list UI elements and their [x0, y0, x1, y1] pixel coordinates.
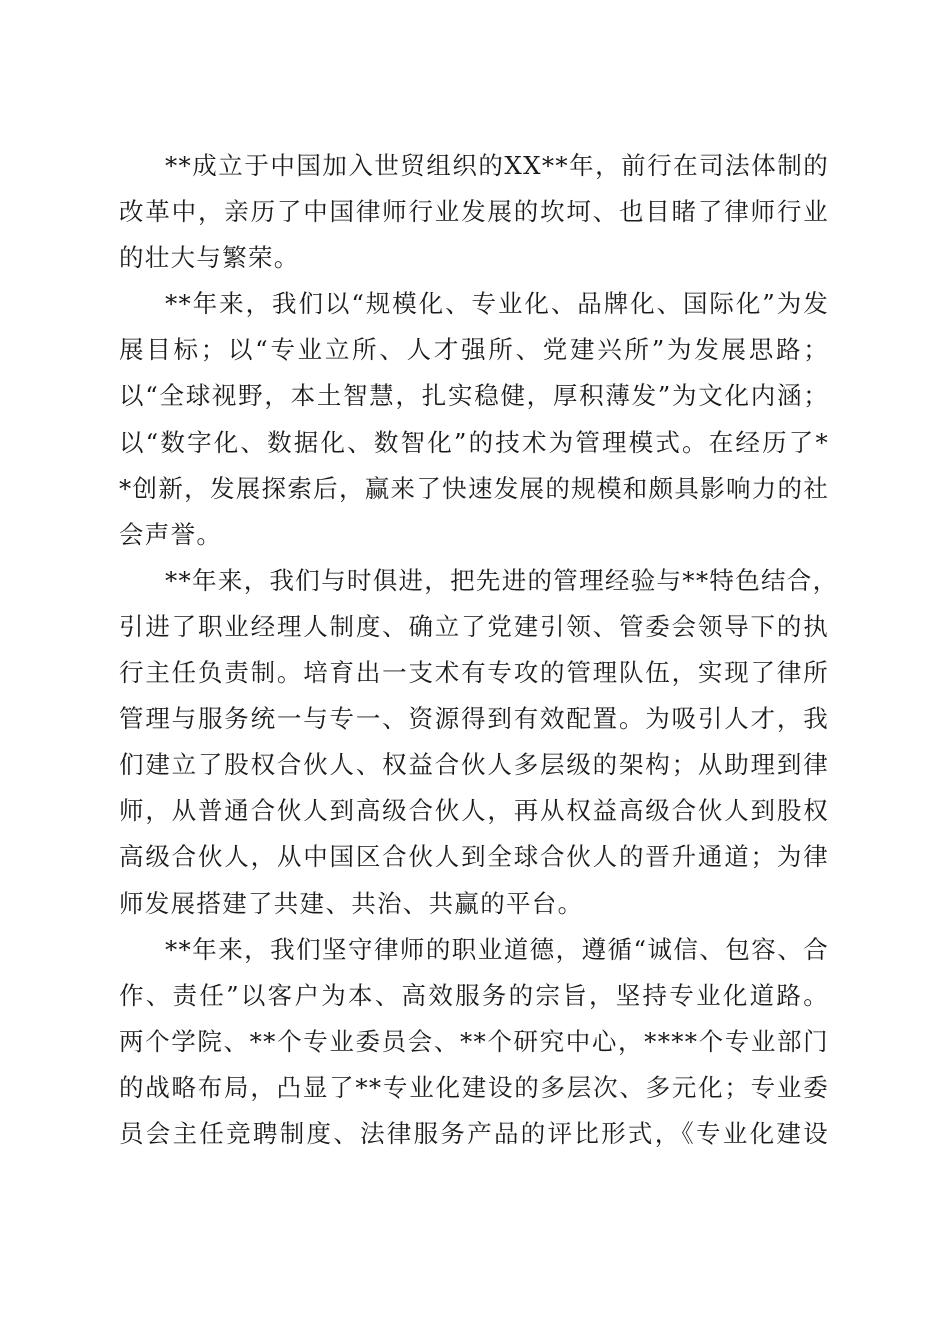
text-line: **年来，我们与时俱进，把先进的管理经验与**特色结合， — [165, 565, 839, 595]
text-line: 员会主任竞聘制度、法律服务产品的评比形式，《专业化建设 — [119, 1118, 829, 1148]
text-line: 行主任负责制。培育出一支术有专攻的管理队伍，实现了律所 — [119, 658, 829, 688]
text-line: 作、责任”以客户为本、高效服务的宗旨，坚持专业化道路。 — [119, 980, 829, 1010]
text-line: 师发展搭建了共建、共治、共赢的平台。 — [119, 888, 584, 918]
text-line: 以“数字化、数据化、数智化”的技术为管理模式。在经历了* — [119, 427, 829, 457]
paragraph-goals — [119, 281, 829, 558]
text-line: 的战略布局，凸显了**专业化建设的多层次、多元化；专业委 — [119, 1072, 829, 1102]
paragraph-management — [119, 558, 839, 927]
text-line: 会声誉。 — [119, 519, 223, 549]
text-line: 管理与服务统一与专一、资源得到有效配置。为吸引人才，我 — [119, 704, 829, 734]
text-line: 高级合伙人，从中国区合伙人到全球合伙人的晋升通道；为律 — [119, 842, 829, 872]
text-line: 两个学院、**个专业委员会、**个研究中心，****个专业部门 — [119, 1026, 829, 1056]
paragraph-founding — [119, 143, 829, 281]
document-body — [119, 143, 839, 1157]
text-line: 师，从普通合伙人到高级合伙人，再从权益高级合伙人到股权 — [119, 796, 829, 826]
text-line: 展目标；以“专业立所、人才强所、党建兴所”为发展思路； — [119, 335, 829, 365]
text-line: **年来，我们坚守律师的职业道德，遵循“诚信、包容、合 — [165, 934, 829, 964]
paragraph-professionalism — [119, 927, 829, 1157]
text-line: **成立于中国加入世贸组织的XX**年，前行在司法体制的 — [165, 151, 829, 180]
text-line: 改革中，亲历了中国律师行业发展的坎坷、也目睹了律师行业 — [119, 197, 829, 227]
text-line: 的壮大与繁荣。 — [119, 243, 300, 273]
text-line: **年来，我们以“规模化、专业化、品牌化、国际化”为发 — [165, 289, 829, 319]
text-line: 以“全球视野，本土智慧，扎实稳健，厚积薄发”为文化内涵； — [119, 381, 829, 411]
text-line: 引进了职业经理人制度、确立了党建引领、管委会领导下的执 — [119, 611, 829, 641]
text-line: *创新，发展探索后，赢来了快速发展的规模和颇具影响力的社 — [119, 473, 830, 503]
text-line: 们建立了股权合伙人、权益合伙人多层级的架构；从助理到律 — [119, 750, 829, 780]
